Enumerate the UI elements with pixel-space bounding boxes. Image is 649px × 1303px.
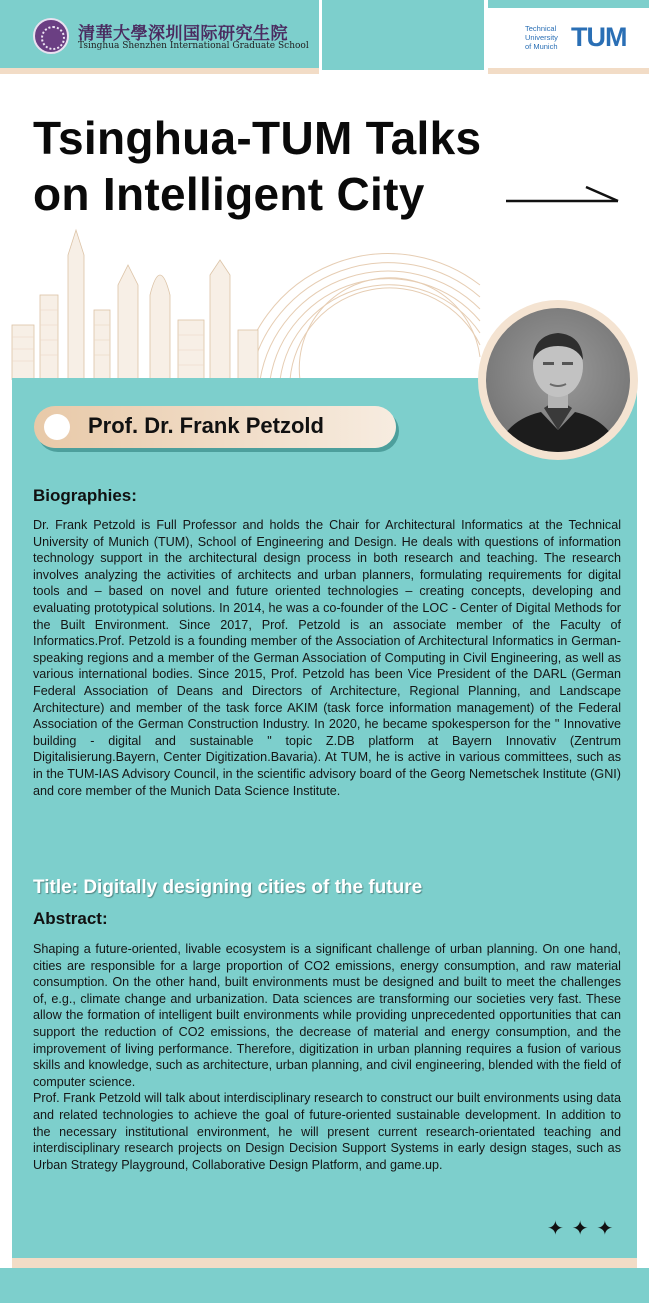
header-bar: [0, 0, 649, 74]
abstract-paragraph: Prof. Frank Petzold will talk about interdisciplinary research to construct our built environments using data and related technologies to achieve the goal of future-oriented sustainable development. In addition to the necessary institutional environment, he will present current research-orientated teaching and interdisciplinary research projects on Design Decision Support Systems in early design stages, such as Urban Strategy Playground, Collaborative Design Platform, and game.up.: [33, 1091, 621, 1172]
tum-name-line: Technical: [525, 24, 557, 33]
header-accent-strip: [0, 68, 319, 74]
abstract-text: [33, 941, 621, 1173]
abstract-paragraph: Shaping a future-oriented, livable ecosystem is a significant challenge of urban planning. On one hand, cities are responsible for a large proportion of CO2 emissions, energy consumption, and raw material consumption. On the other hand, built environments must be designed and built to meet the challenges of, e.g., climate change and urbanization. Data sciences are transforming our societies very fast. These allow the formation of intelligent built environments while providing unprecedented opportunities that can support the reduction of CO2 emissions, the decrease of material and energy consumption, and the improvement of living performance. Therefore, digitization in urban planning requires a fusion of various skills and knowledge, such as architecture, urban planning, and civil engineering, blended with the field of computer science.: [33, 942, 621, 1089]
speaker-portrait: [486, 308, 630, 452]
tsinghua-name-en: Tsinghua Shenzhen International Graduate School: [78, 41, 309, 51]
header-mid-panel: [322, 0, 484, 70]
university-seal-icon: [33, 18, 69, 54]
sparkle-stars-icon: ✦✦✦: [547, 1216, 622, 1240]
tum-name-line: of Munich: [525, 42, 558, 51]
header-accent-strip: [488, 68, 649, 74]
tsinghua-name-cn: 清華大學深圳国际研究生院: [78, 24, 288, 44]
footer-bar: [0, 1268, 649, 1303]
arrow-right-icon: [506, 184, 620, 206]
speaker-name: Prof. Dr. Frank Petzold: [88, 413, 324, 438]
speaker-name-badge: [34, 406, 396, 448]
speaker-portrait-illustration: [486, 308, 630, 452]
talk-title: Title: Digitally designing cities of the future: [33, 877, 423, 898]
skyline-illustration: [10, 225, 490, 380]
event-title-line: on Intelligent City: [33, 168, 425, 220]
biography-text: Dr. Frank Petzold is Full Professor and holds the Chair for Architectural Informatics at the Technical University of Munich (TUM), School of Engineering and Design. He deals with questions of information technology support in the architectural design process in both research and teaching. The research involves analyzing the activities of architects and urban planners, formulating requirements for digital tools and – based on novel and future oriented technologies – creating concepts, developing and evaluating prototypical solutions. In 2014, he was a co-founder of the LOC - Center of Digital Methods for the Built Environment. Since 2017, Prof. Petzold is an associate member of the Faculty of Informatics.Prof. Petzold is a founding member of the Association of Architectural Informatics in German-speaking regions and a member of the German Association of Computing in Civil Engineering, as well as various international bodies. Since 2015, Prof. Petzold has been Vice President of the DARL (German Federal Association of Deans and Directors of Architecture, Regional Planning, and Landscape Architecture) and member of the task force AKIM (task force information management) of the Federal Association of the German Construction Industry. In 2020, he became spokesperson for the " Innovative building - digital and sustainable " topic Z.DB platform at Bayern Innovativ (Zentrum Digitalisierung.Bayern, Center Digitization.Bavaria). At TUM, he is active in various committees, such as in the TUM-IAS Advisory Council, in the scientific advisory board of the Georg Nemetschek Institute (GNI) and core member of the Munich Data Science Institute.: [33, 518, 621, 798]
abstract-heading: Abstract:: [33, 909, 108, 928]
tum-logo: TUM: [571, 22, 627, 52]
biography-heading: Biographies:: [33, 486, 137, 505]
event-title: [33, 110, 481, 222]
tum-name-block: [525, 24, 558, 51]
footer-accent-strip: [12, 1258, 637, 1268]
bullet-dot-icon: [44, 414, 70, 440]
event-title-line: Tsinghua-TUM Talks: [33, 112, 482, 164]
tum-name-line: University: [525, 33, 558, 42]
